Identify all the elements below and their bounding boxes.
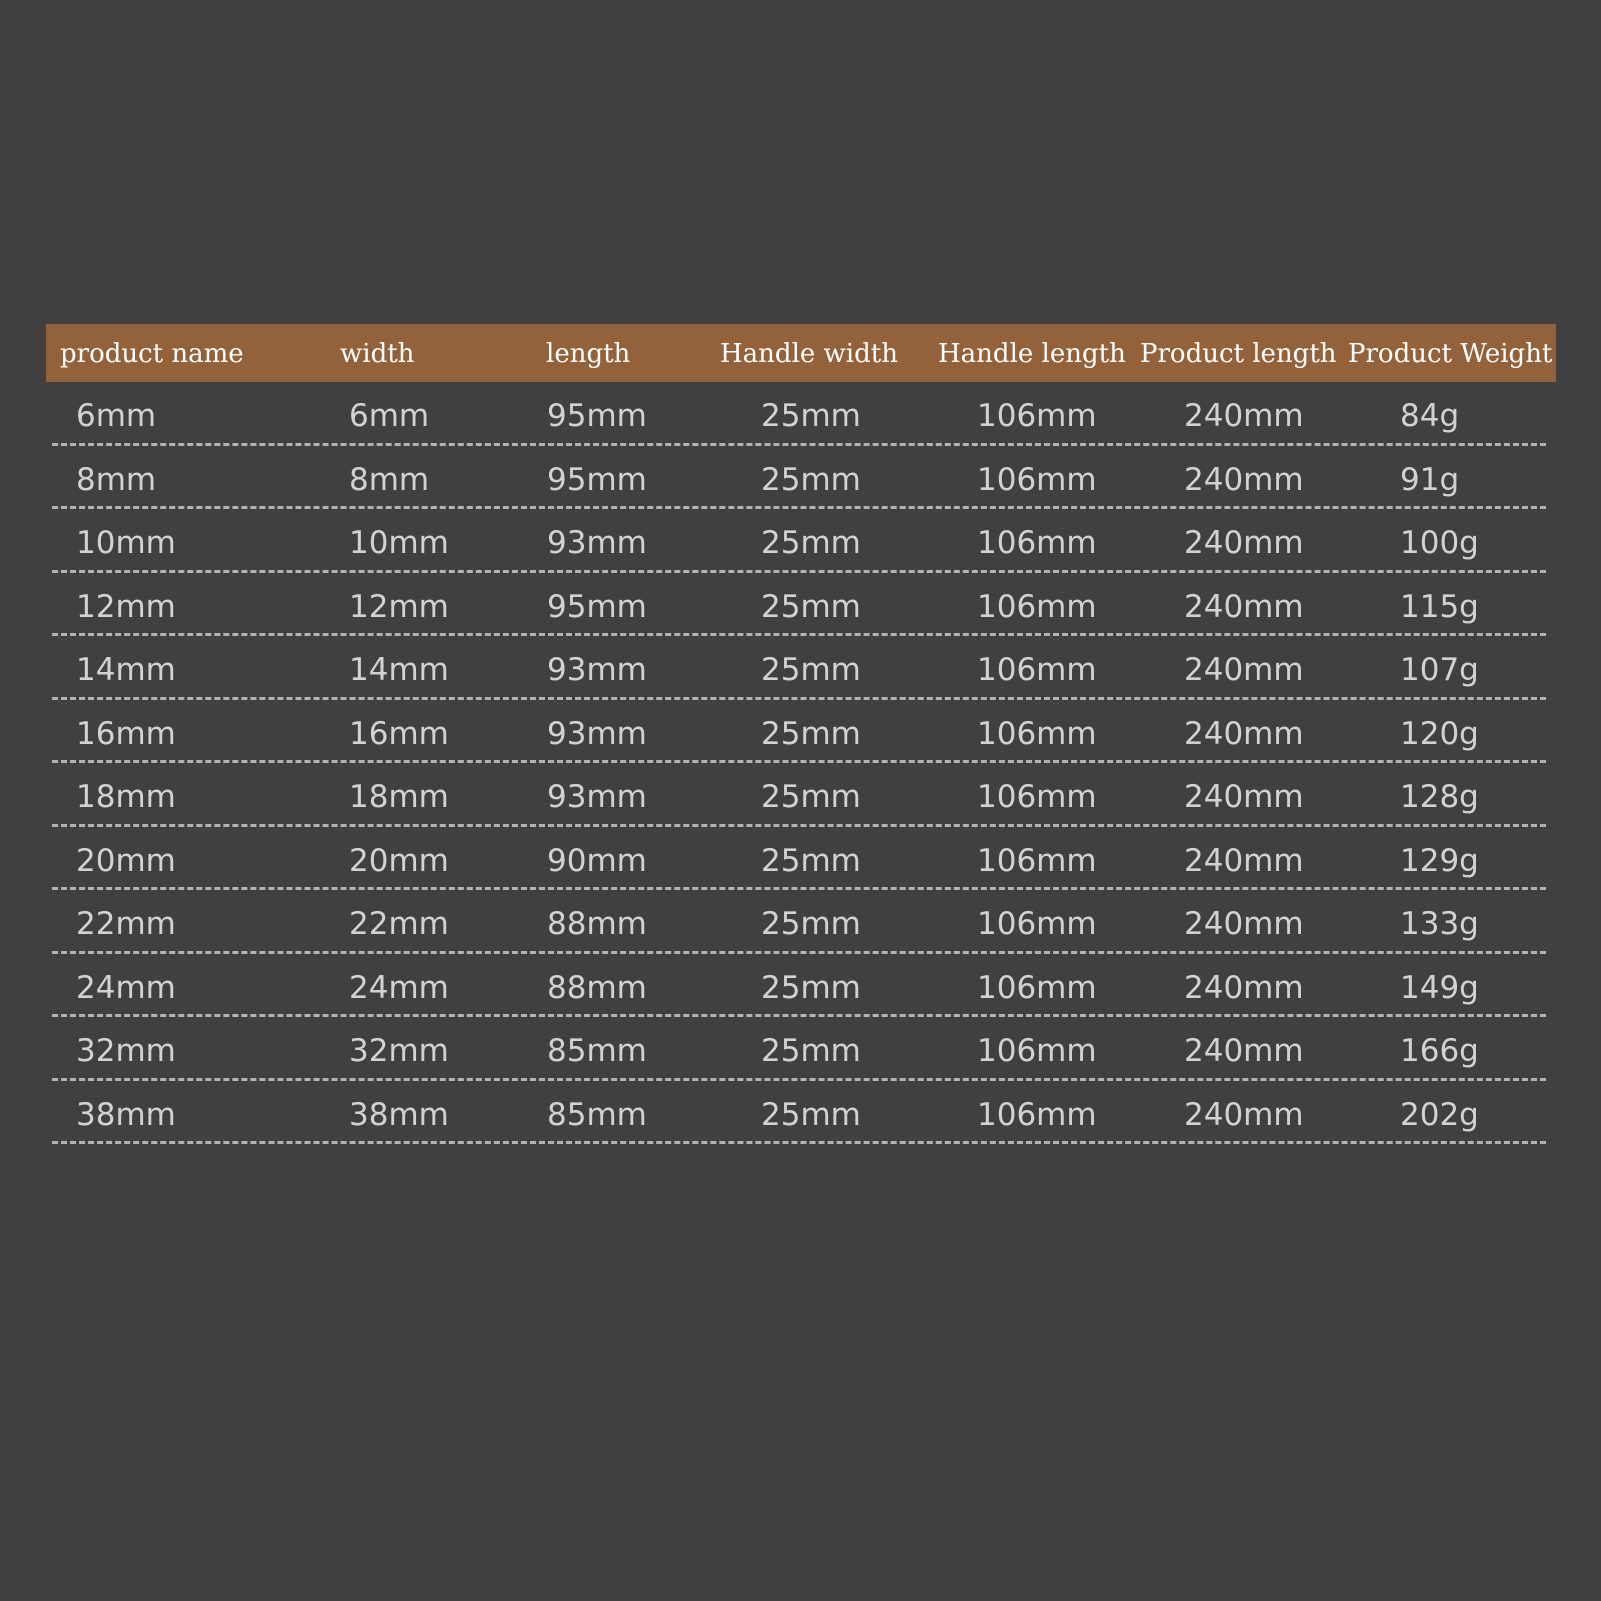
cell-product-name: 20mm (76, 842, 176, 879)
cell-handle-width: 25mm (761, 779, 861, 815)
cell-product-name: 8mm (76, 461, 157, 498)
cell-product-name: 6mm (76, 398, 157, 434)
cell-handle-width: 25mm (761, 1033, 861, 1069)
cell-handle-length: 106mm (977, 398, 1097, 434)
cell-product-weight: 149g (1400, 969, 1479, 1006)
table-row (46, 1081, 1556, 1145)
cell-product-length: 240mm (1184, 842, 1304, 879)
spec-table (46, 324, 1556, 1144)
cell-width: 12mm (349, 588, 449, 625)
cell-length: 95mm (547, 588, 647, 625)
table-row (46, 573, 1556, 637)
cell-product-weight: 115g (1400, 588, 1479, 625)
header-product-name: product name (60, 339, 244, 369)
cell-width: 14mm (349, 652, 449, 688)
cell-handle-length: 106mm (977, 588, 1097, 625)
header-width: width (340, 339, 415, 369)
table-row (46, 636, 1556, 700)
cell-length: 88mm (547, 969, 647, 1006)
table-row (46, 763, 1556, 827)
header-product-length: Product length (1140, 339, 1337, 369)
cell-product-length: 240mm (1184, 652, 1304, 688)
cell-length: 88mm (547, 906, 647, 942)
cell-product-weight: 129g (1400, 842, 1479, 879)
cell-handle-width: 25mm (761, 842, 861, 879)
table-body (46, 382, 1556, 1144)
cell-handle-width: 25mm (761, 969, 861, 1006)
cell-handle-length: 106mm (977, 969, 1097, 1006)
cell-handle-length: 106mm (977, 906, 1097, 942)
cell-handle-length: 106mm (977, 525, 1097, 561)
cell-length: 95mm (547, 461, 647, 498)
cell-product-weight: 133g (1400, 906, 1479, 942)
header-handle-width: Handle width (720, 339, 898, 369)
cell-product-length: 240mm (1184, 1033, 1304, 1069)
cell-handle-width: 25mm (761, 525, 861, 561)
table-row (46, 509, 1556, 573)
cell-handle-width: 25mm (761, 588, 861, 625)
cell-product-name: 18mm (76, 779, 176, 815)
cell-product-length: 240mm (1184, 779, 1304, 815)
cell-handle-width: 25mm (761, 906, 861, 942)
cell-handle-width: 25mm (761, 1096, 861, 1133)
cell-product-length: 240mm (1184, 461, 1304, 498)
cell-width: 20mm (349, 842, 449, 879)
cell-handle-length: 106mm (977, 779, 1097, 815)
cell-length: 85mm (547, 1033, 647, 1069)
table-row (46, 954, 1556, 1018)
cell-product-length: 240mm (1184, 525, 1304, 561)
cell-width: 18mm (349, 779, 449, 815)
table-row (46, 700, 1556, 764)
table-row (46, 827, 1556, 891)
cell-product-name: 38mm (76, 1096, 176, 1133)
cell-product-length: 240mm (1184, 588, 1304, 625)
cell-width: 10mm (349, 525, 449, 561)
cell-product-weight: 128g (1400, 779, 1479, 815)
cell-width: 16mm (349, 715, 449, 752)
cell-handle-length: 106mm (977, 715, 1097, 752)
table-row (46, 890, 1556, 954)
cell-handle-length: 106mm (977, 1096, 1097, 1133)
cell-product-weight: 100g (1400, 525, 1479, 561)
cell-product-weight: 166g (1400, 1033, 1479, 1069)
cell-length: 85mm (547, 1096, 647, 1133)
cell-product-name: 16mm (76, 715, 176, 752)
cell-width: 38mm (349, 1096, 449, 1133)
cell-width: 22mm (349, 906, 449, 942)
cell-product-name: 10mm (76, 525, 176, 561)
header-handle-length: Handle length (938, 339, 1126, 369)
cell-product-name: 32mm (76, 1033, 176, 1069)
cell-product-weight: 202g (1400, 1096, 1479, 1133)
cell-length: 95mm (547, 398, 647, 434)
cell-product-length: 240mm (1184, 1096, 1304, 1133)
cell-length: 93mm (547, 525, 647, 561)
cell-product-length: 240mm (1184, 398, 1304, 434)
cell-product-weight: 91g (1400, 461, 1460, 498)
cell-product-name: 24mm (76, 969, 176, 1006)
cell-product-length: 240mm (1184, 969, 1304, 1006)
cell-handle-length: 106mm (977, 652, 1097, 688)
cell-product-name: 14mm (76, 652, 176, 688)
table-row (46, 1017, 1556, 1081)
header-length: length (546, 339, 631, 369)
cell-width: 8mm (349, 461, 430, 498)
cell-product-name: 12mm (76, 588, 176, 625)
cell-handle-length: 106mm (977, 1033, 1097, 1069)
cell-handle-width: 25mm (761, 652, 861, 688)
cell-handle-width: 25mm (761, 398, 861, 434)
cell-product-weight: 120g (1400, 715, 1479, 752)
cell-handle-length: 106mm (977, 461, 1097, 498)
header-product-weight: Product Weight (1348, 339, 1553, 369)
cell-length: 93mm (547, 652, 647, 688)
cell-width: 32mm (349, 1033, 449, 1069)
cell-width: 6mm (349, 398, 430, 434)
cell-length: 90mm (547, 842, 647, 879)
table-row (46, 382, 1556, 446)
cell-handle-length: 106mm (977, 842, 1097, 879)
cell-handle-width: 25mm (761, 715, 861, 752)
cell-width: 24mm (349, 969, 449, 1006)
cell-length: 93mm (547, 715, 647, 752)
cell-handle-width: 25mm (761, 461, 861, 498)
cell-length: 93mm (547, 779, 647, 815)
cell-product-length: 240mm (1184, 906, 1304, 942)
cell-product-weight: 84g (1400, 398, 1460, 434)
table-header-row (46, 324, 1556, 382)
cell-product-weight: 107g (1400, 652, 1479, 688)
cell-product-length: 240mm (1184, 715, 1304, 752)
cell-product-name: 22mm (76, 906, 176, 942)
table-row (46, 446, 1556, 510)
